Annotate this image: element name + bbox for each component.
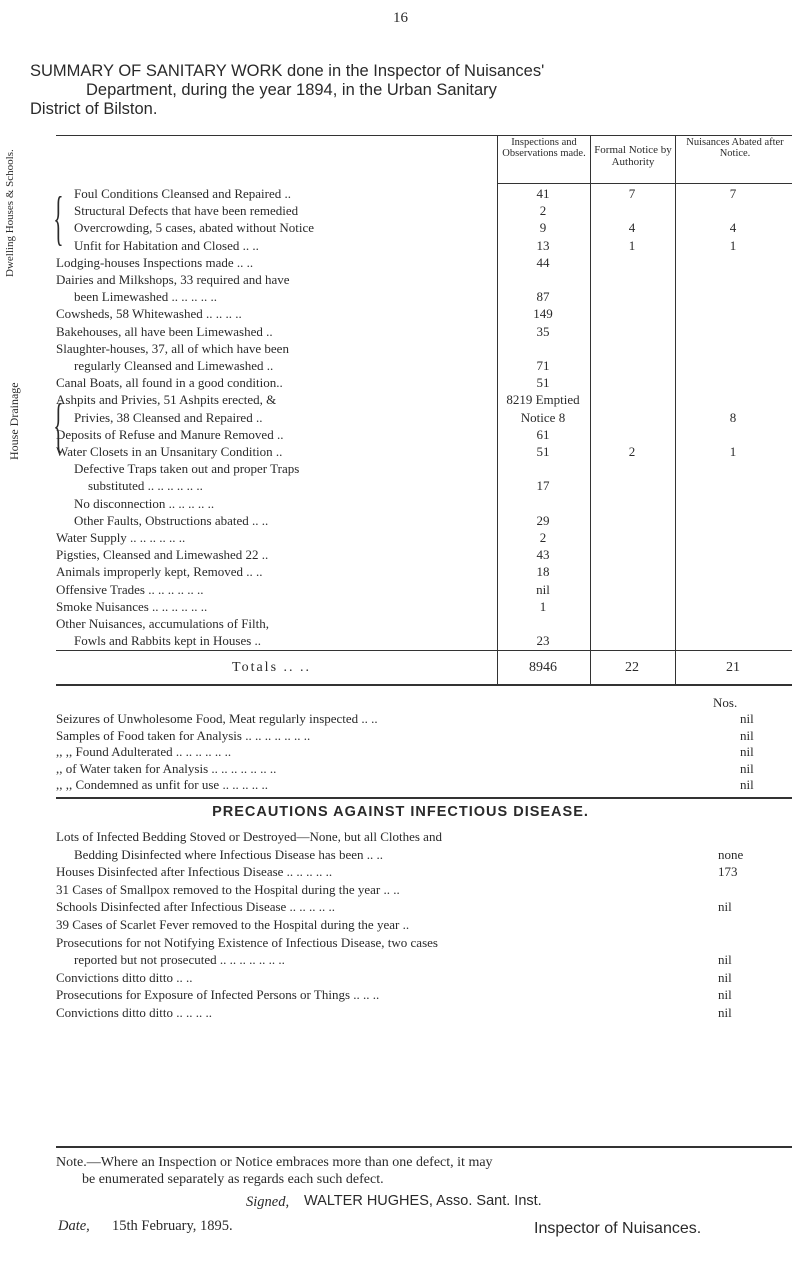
header-formal-notice: Formal Notice by Authority xyxy=(594,144,672,168)
table-row xyxy=(0,512,801,529)
precaution-label: Prosecutions for Exposure of Infected Persons or Things .. .. .. xyxy=(56,987,380,1003)
seizure-value: nil xyxy=(740,711,754,726)
row-label: Defective Traps taken out and proper Traps xyxy=(74,461,300,477)
seizure-value: nil xyxy=(740,727,754,743)
table-row xyxy=(0,563,801,580)
seizure-value: nil xyxy=(740,777,754,792)
nos-header: Nos. xyxy=(713,695,738,710)
table-bottom-rule xyxy=(56,684,792,686)
title-line-2: Department, during the year 1894, in the Urban Sanitary xyxy=(86,81,497,99)
precaution-value: nil xyxy=(718,899,732,915)
inspections-value: 44 xyxy=(536,254,550,270)
row-label: Ashpits and Privies, 51 Ashpits erected, & xyxy=(56,392,277,408)
seizure-value: nil xyxy=(740,760,754,776)
header-inspections: Inspections and Observations made. xyxy=(502,137,586,159)
table-row xyxy=(0,202,801,219)
table-row xyxy=(0,374,801,391)
table-row xyxy=(0,288,801,305)
formal-notice-value: 7 xyxy=(628,186,636,201)
table-row xyxy=(0,529,801,546)
row-label: Slaughter-houses, 37, all of which have been xyxy=(56,340,289,356)
group-label-drainage: House Drainage xyxy=(7,382,21,460)
row-label: Bakehouses, all have been Limewashed .. xyxy=(56,323,273,339)
inspections-value: 35 xyxy=(536,323,550,339)
totals-div-1 xyxy=(497,650,498,686)
totals-formal-notice: 22 xyxy=(625,660,639,675)
seizure-label: ,, ,, Condemned as unfit for use .. .. .. .. .. xyxy=(56,777,268,792)
table-row xyxy=(0,598,801,615)
table-row xyxy=(0,409,801,426)
signature-role: Inspector of Nuisances. xyxy=(534,1220,702,1237)
totals-abated: 21 xyxy=(726,660,740,675)
table-top-rule xyxy=(56,135,792,136)
precaution-label: Convictions ditto ditto .. .. .. .. xyxy=(56,1005,213,1020)
inspections-value: 2 xyxy=(539,530,547,545)
signature-name: WALTER HUGHES, Asso. Sant. Inst. xyxy=(304,1193,542,1209)
precaution-label: Houses Disinfected after Infectious Disease .. .. .. .. .. xyxy=(56,864,333,880)
table-row xyxy=(0,254,801,271)
table-row xyxy=(0,323,801,340)
table-row xyxy=(0,460,801,477)
table-row xyxy=(0,477,801,494)
row-label: Water Closets in an Unsanitary Condition .. xyxy=(56,444,283,459)
formal-notice-value: 1 xyxy=(628,237,636,253)
inspections-value: 23 xyxy=(536,633,550,649)
precaution-label: Schools Disinfected after Infectious Disease .. .. .. .. .. xyxy=(56,899,336,915)
seizure-label: ,, ,, Found Adulterated .. .. .. .. .. .. xyxy=(56,744,232,759)
row-label: Unfit for Habitation and Closed .. .. xyxy=(74,237,259,253)
row-label: Smoke Nuisances .. .. .. .. .. .. xyxy=(56,598,208,614)
title-line-1: SUMMARY OF SANITARY WORK done in the Inspector of Nuisances' xyxy=(30,62,545,80)
row-label: Structural Defects that have been remedied xyxy=(74,203,299,219)
date-label: Date, xyxy=(58,1218,90,1234)
table-row xyxy=(0,546,801,563)
brace-drainage: { xyxy=(53,392,64,458)
table-row xyxy=(0,357,801,374)
inspections-value: 87 xyxy=(536,289,550,305)
table-row xyxy=(0,305,801,322)
precaution-label: 39 Cases of Scarlet Fever removed to the Hospital during the year .. xyxy=(56,917,410,932)
row-label: Other Faults, Obstructions abated .. .. xyxy=(74,512,269,528)
precaution-label: reported but not prosecuted .. .. .. .. .. .. .. xyxy=(74,952,285,968)
precautions-heading: PRECAUTIONS AGAINST INFECTIOUS DISEASE. xyxy=(212,804,589,820)
formal-notice-value: 4 xyxy=(628,220,636,236)
precaution-value: nil xyxy=(718,987,732,1003)
inspections-value: 41 xyxy=(536,186,550,201)
precaution-value: 173 xyxy=(718,864,738,880)
precaution-label: 31 Cases of Smallpox removed to the Hospital during the year .. .. xyxy=(56,881,400,897)
row-label: Overcrowding, 5 cases, abated without Notice xyxy=(74,220,315,236)
precaution-label: Lots of Infected Bedding Stoved or Destroyed—None, but all Clothes and xyxy=(56,829,442,844)
table-row xyxy=(0,615,801,632)
inspections-value: 51 xyxy=(536,444,550,459)
row-label: Privies, 38 Cleansed and Repaired .. xyxy=(74,409,263,425)
precaution-value: nil xyxy=(718,969,732,985)
page-number: 16 xyxy=(393,10,408,26)
precaution-label: Convictions ditto ditto .. .. xyxy=(56,969,193,985)
table-row xyxy=(0,632,801,649)
abated-value: 4 xyxy=(729,220,737,236)
precaution-label: Prosecutions for not Notifying Existence of Infectious Disease, two cases xyxy=(56,934,438,950)
inspections-value: 13 xyxy=(536,237,550,253)
inspections-value: 18 xyxy=(536,564,550,580)
note-divider xyxy=(56,1146,792,1148)
row-label: Water Supply .. .. .. .. .. .. xyxy=(56,530,186,545)
inspections-value: 43 xyxy=(536,547,550,563)
totals-top-rule xyxy=(56,650,792,651)
precaution-value: nil xyxy=(718,1005,732,1020)
abated-value: 8 xyxy=(729,409,737,425)
document-title xyxy=(30,62,790,119)
inspections-value: 149 xyxy=(533,306,553,322)
table-row xyxy=(0,185,801,202)
signature-date: 15th February, 1895. xyxy=(112,1218,233,1234)
row-label: Cowsheds, 58 Whitewashed .. .. .. .. xyxy=(56,306,242,322)
inspections-value: Notice 8 xyxy=(520,409,566,425)
row-label: Other Nuisances, accumulations of Filth, xyxy=(56,616,270,631)
precaution-value: nil xyxy=(718,952,732,968)
seizure-value: nil xyxy=(740,744,754,759)
inspections-value: 29 xyxy=(536,512,550,528)
row-label: been Limewashed .. .. .. .. .. xyxy=(74,289,217,305)
abated-value: 1 xyxy=(729,444,737,459)
table-row xyxy=(0,340,801,357)
inspections-value: 61 xyxy=(536,426,550,442)
seizure-label: Samples of Food taken for Analysis .. .. .. .. .. .. .. xyxy=(56,727,311,743)
row-label: Canal Boats, all found in a good condition.. xyxy=(56,375,283,391)
abated-value: 7 xyxy=(729,186,737,201)
inspections-value: nil xyxy=(536,581,550,597)
header-nuisances-abated: Nuisances Abated after Notice. xyxy=(686,137,784,159)
row-label: Lodging-houses Inspections made .. .. xyxy=(56,254,254,270)
abated-value: 1 xyxy=(729,237,737,253)
totals-div-3 xyxy=(675,650,676,686)
totals-div-2 xyxy=(590,650,591,686)
group-label-dwelling: Dwelling Houses & Schools. xyxy=(4,149,16,277)
section-divider xyxy=(56,797,792,799)
inspections-value: 71 xyxy=(536,358,550,373)
row-label: regularly Cleansed and Limewashed .. xyxy=(74,358,274,373)
inspections-value: 1 xyxy=(539,598,547,614)
inspections-value: 2 xyxy=(539,203,547,219)
row-label: Pigsties, Cleansed and Limewashed 22 .. xyxy=(56,547,269,563)
table-row xyxy=(0,271,801,288)
row-label: Offensive Trades .. .. .. .. .. .. xyxy=(56,581,204,597)
row-label: Dairies and Milkshops, 33 required and have xyxy=(56,272,290,287)
seizure-label: ,, of Water taken for Analysis .. .. .. .. .. .. .. xyxy=(56,760,277,776)
table-row xyxy=(0,237,801,254)
row-label: Deposits of Refuse and Manure Removed .. xyxy=(56,426,284,442)
signed-label: Signed, xyxy=(246,1194,290,1210)
note-line-2: be enumerated separately as regards each such defect. xyxy=(82,1172,384,1187)
formal-notice-value: 2 xyxy=(628,444,636,459)
title-line-3: District of Bilston. xyxy=(30,100,158,118)
row-label: substituted .. .. .. .. .. .. xyxy=(88,478,203,494)
inspections-value: 51 xyxy=(536,375,550,391)
header-bottom-rule xyxy=(497,183,792,184)
precaution-value: none xyxy=(718,846,744,862)
row-label: Fowls and Rabbits kept in Houses .. xyxy=(74,633,262,649)
row-label: Foul Conditions Cleansed and Repaired .. xyxy=(74,186,292,201)
inspections-value: 17 xyxy=(536,478,550,494)
precaution-label: Bedding Disinfected where Infectious Disease has been .. .. xyxy=(74,846,384,862)
footnote xyxy=(56,1154,493,1188)
table-row xyxy=(0,426,801,443)
totals-inspections: 8946 xyxy=(529,660,557,675)
table-row xyxy=(0,443,801,460)
note-line-1: Note.—Where an Inspection or Notice embraces more than one defect, it may xyxy=(56,1155,493,1170)
row-label: Animals improperly kept, Removed .. .. xyxy=(56,564,263,580)
seizure-label: Seizures of Unwholesome Food, Meat regularly inspected .. .. xyxy=(56,711,378,726)
table-row xyxy=(0,495,801,512)
row-label: No disconnection .. .. .. .. .. xyxy=(74,495,215,511)
inspections-value: 9 xyxy=(539,220,547,236)
totals-label: Totals .. .. xyxy=(232,660,312,675)
brace-dwelling: { xyxy=(53,185,64,251)
table-row xyxy=(0,581,801,598)
table-row xyxy=(0,219,801,236)
table-row xyxy=(0,391,801,408)
inspections-value: 8219 Emptied xyxy=(506,392,580,408)
